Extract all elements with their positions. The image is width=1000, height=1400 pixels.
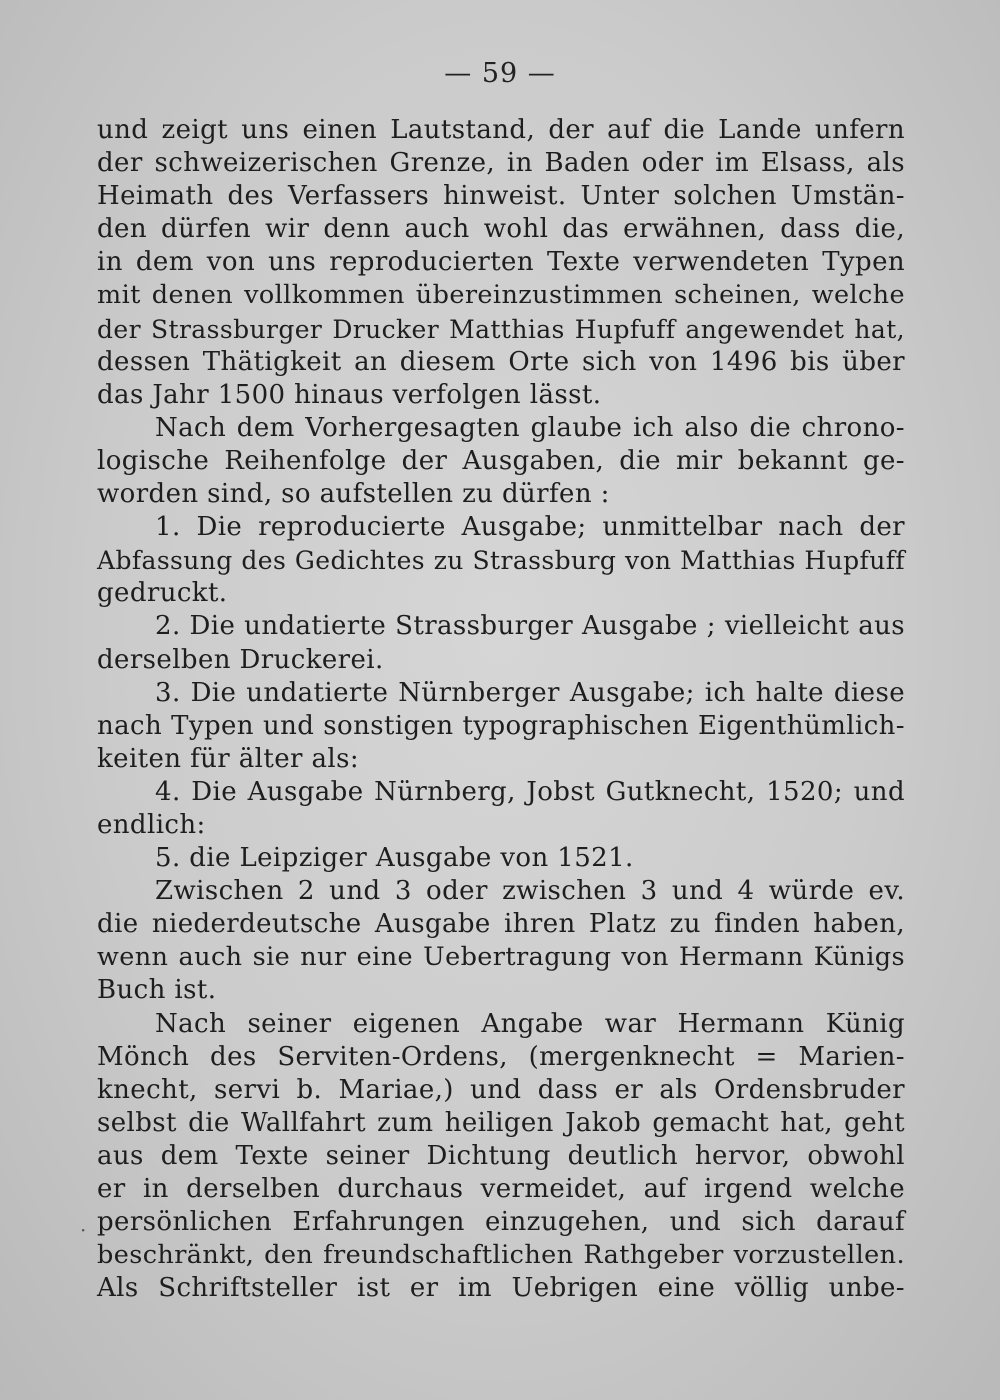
text-line: gedruckt. — [97, 578, 228, 609]
text-line: persönlichen Erfahrungen einzugehen, und sich darauf — [97, 1207, 905, 1238]
text-line: er in derselben durchaus vermeidet, auf irgend welche — [97, 1174, 905, 1204]
text-line: wenn auch sie nur eine Uebertragung von Hermann Künigs — [97, 942, 905, 973]
text-line: 1. Die reproducierte Ausgabe; unmittelbar nach der — [155, 512, 905, 543]
text-line: den dürfen wir denn auch wohl das erwähnen, dass die, — [97, 214, 905, 245]
text-line: der Strassburger Drucker Matthias Hupfuff angewendet hat, — [97, 314, 905, 344]
margin-dot: · — [80, 1218, 87, 1242]
text-line: Mönch des Serviten-Ordens, (mergenknecht = Marien- — [97, 1041, 905, 1072]
text-line: die niederdeutsche Ausgabe ihren Platz zu finden haben, — [97, 909, 905, 940]
text-line: 4. Die Ausgabe Nürnberg, Jobst Gutknecht, 1520; und — [155, 776, 905, 807]
text-line: der schweizerischen Grenze, in Baden oder im Elsass, als — [97, 148, 905, 179]
text-line: worden sind, so aufstellen zu dürfen : — [97, 479, 610, 510]
text-line: keiten für älter als: — [97, 743, 360, 774]
text-line: Abfassung des Gedichtes zu Strassburg von Matthias Hupfuff — [97, 546, 905, 576]
text-line: 3. Die undatierte Nürnberger Ausgabe; ich halte diese — [155, 677, 905, 708]
text-line: und zeigt uns einen Lautstand, der auf die Lande unfern — [97, 115, 905, 145]
text-line: Nach dem Vorhergesagten glaube ich also die chrono- — [155, 412, 905, 443]
page-number: — 59 — — [444, 58, 556, 89]
text-line: das Jahr 1500 hinaus verfolgen lässt. — [97, 379, 602, 410]
text-line: Buch ist. — [97, 975, 217, 1006]
text-line: dessen Thätigkeit an diesem Orte sich von 1496 bis über — [97, 346, 905, 377]
text-line: nach Typen und sonstigen typographischen Eigenthümlich- — [97, 710, 905, 741]
text-line: Als Schriftsteller ist er im Uebrigen eine völlig unbe- — [97, 1273, 905, 1304]
text-line: 5. die Leipziger Ausgabe von 1521. — [155, 843, 634, 874]
body-text — [97, 114, 905, 1305]
text-line: beschränkt, den freundschaftlichen Rathgeber vorzustellen. — [97, 1240, 905, 1271]
text-line: derselben Druckerei. — [97, 644, 384, 675]
text-line: in dem von uns reproducierten Texte verwendeten Typen — [97, 247, 905, 278]
text-line: 2. Die undatierte Strassburger Ausgabe ; vielleicht aus — [155, 611, 905, 642]
text-line: knecht, servi b. Mariae,) und dass er als Ordensbruder — [97, 1074, 905, 1105]
text-line: Heimath des Verfassers hinweist. Unter solchen Umstän- — [97, 181, 905, 212]
text-line: Nach seiner eigenen Angabe war Hermann Künig — [155, 1008, 905, 1039]
text-line: mit denen vollkommen übereinzustimmen scheinen, welche — [97, 280, 905, 311]
text-line: selbst die Wallfahrt zum heiligen Jakob gemacht hat, geht — [97, 1107, 905, 1138]
text-line: aus dem Texte seiner Dichtung deutlich hervor, obwohl — [97, 1140, 905, 1171]
text-line: Zwischen 2 und 3 oder zwischen 3 und 4 würde ev. — [155, 876, 905, 907]
text-line: logische Reihenfolge der Ausgaben, die mir bekannt ge- — [97, 445, 905, 476]
text-line: endlich: — [97, 809, 206, 840]
